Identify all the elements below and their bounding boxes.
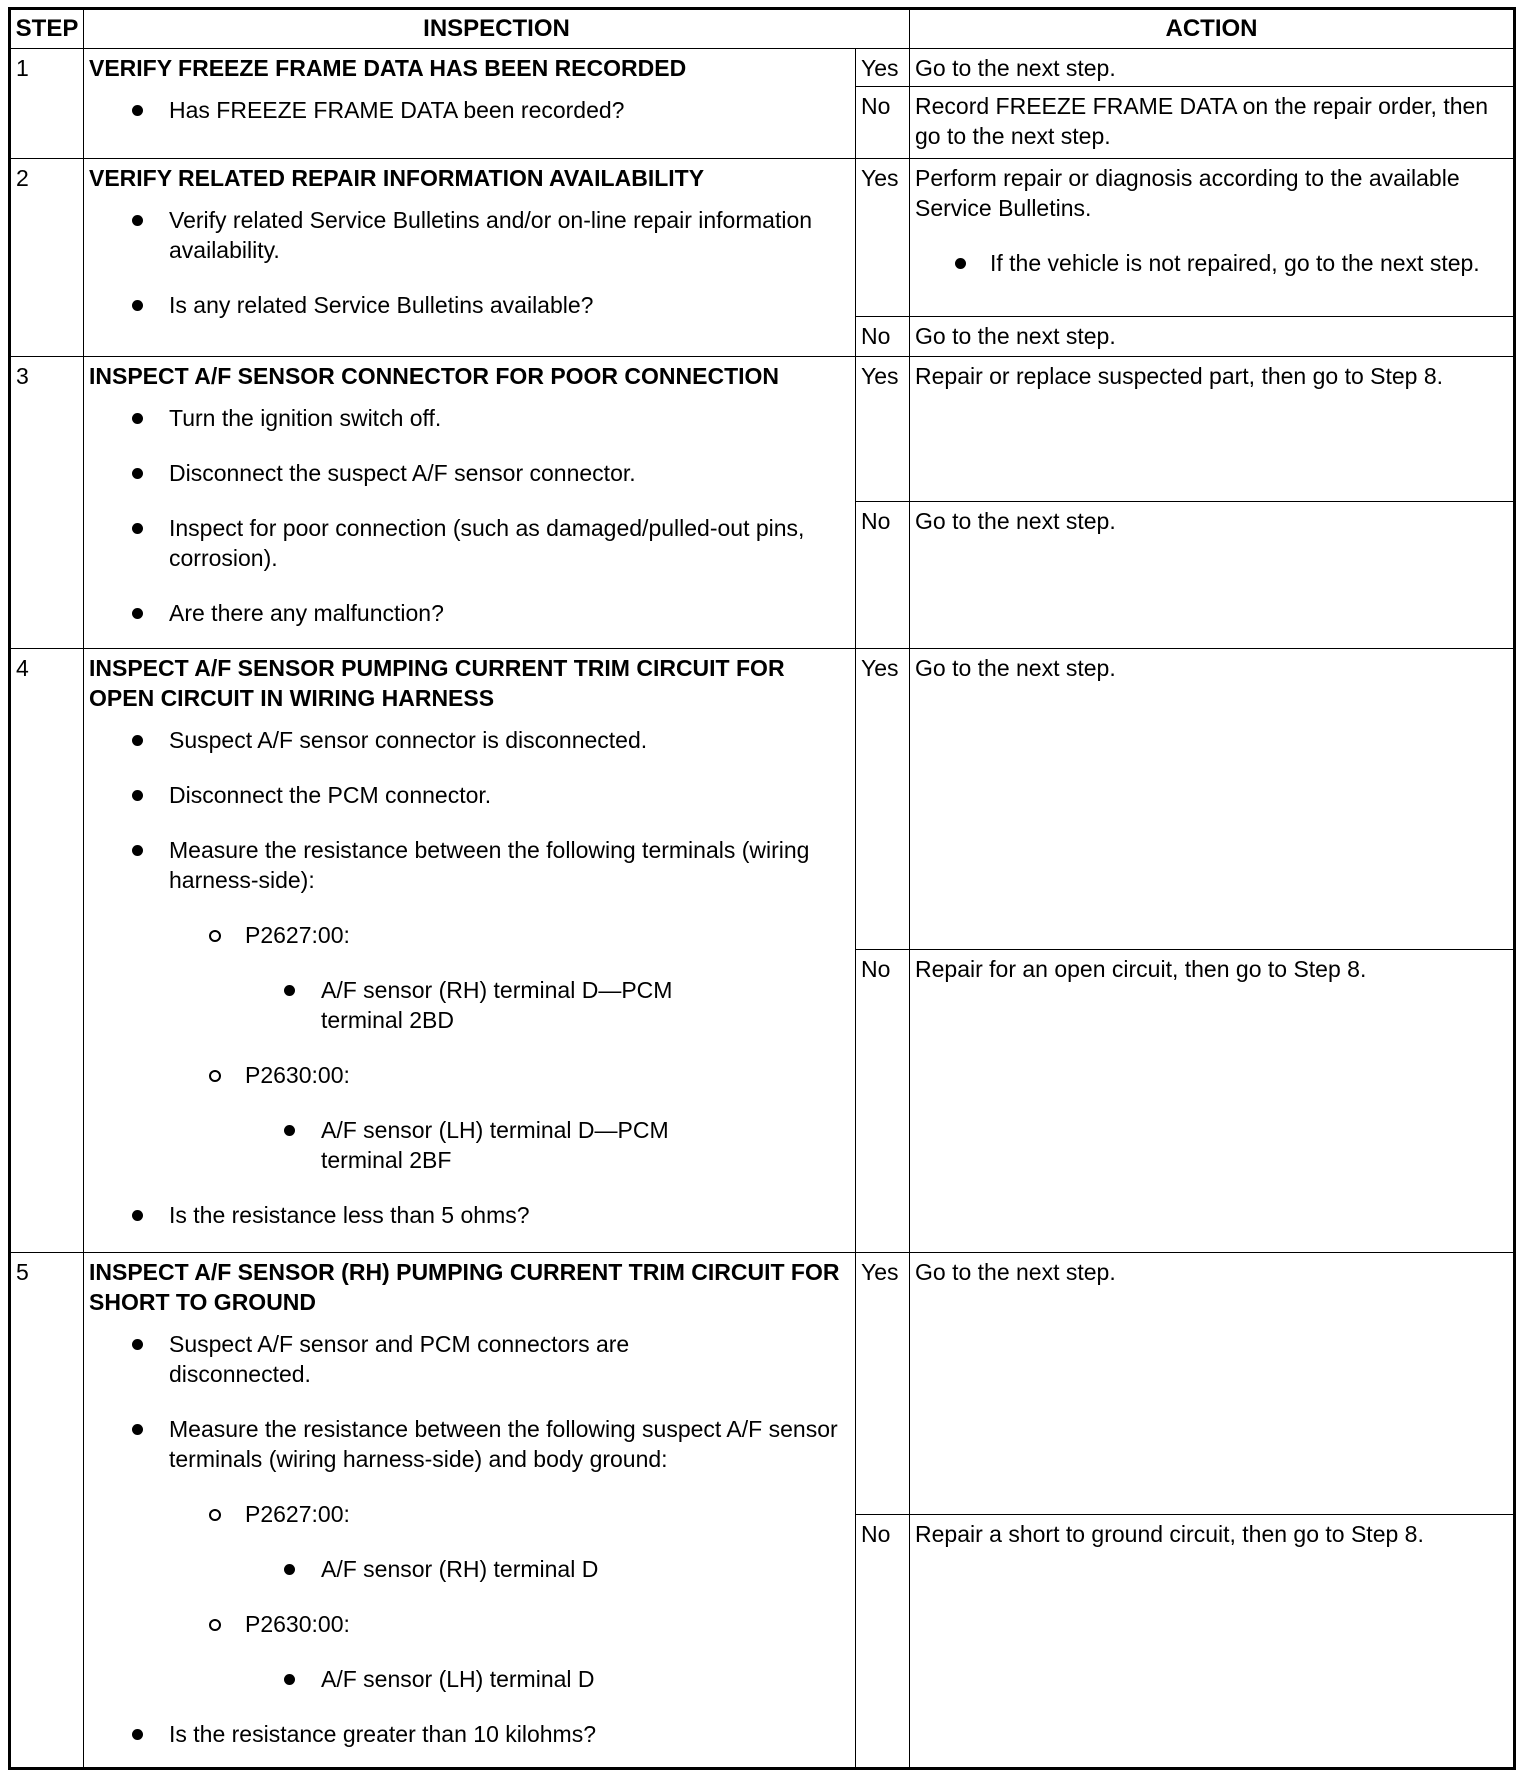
- diagnostic-procedure-table: [8, 7, 1516, 1770]
- bullet-item: Suspect A/F sensor and PCM connectors are disconnected.: [89, 1329, 849, 1389]
- yes-label: Yes: [856, 49, 910, 87]
- yes-action: Perform repair or diagnosis according to the available Service Bulletins.: [915, 165, 1460, 221]
- step-number: 4: [10, 649, 84, 1253]
- inspection-cell: [84, 159, 856, 357]
- step-number: 5: [10, 1253, 84, 1769]
- inspection-header: INSPECTION: [84, 9, 910, 49]
- no-action: Go to the next step.: [910, 502, 1515, 649]
- inspection-cell: [84, 649, 856, 1253]
- step-header: STEP: [10, 9, 84, 49]
- action-bullet: If the vehicle is not repaired, go to the next step.: [915, 248, 1507, 278]
- table-row: [10, 1253, 1515, 1515]
- terminal-text: A/F sensor (LH) terminal D—PCM terminal 2BF: [321, 1117, 669, 1173]
- inspection-cell: [84, 49, 856, 159]
- no-action: Repair for an open circuit, then go to Step 8.: [910, 950, 1515, 1253]
- step-title: VERIFY RELATED REPAIR INFORMATION AVAILABILITY: [89, 165, 705, 191]
- sub-sub-bullet: [89, 1115, 849, 1175]
- sub-bullet: P2627:00:: [89, 920, 849, 950]
- step-number: 2: [10, 159, 84, 357]
- inspection-cell: [84, 1253, 856, 1769]
- sub-bullet: P2630:00:: [89, 1060, 849, 1090]
- step-number: 3: [10, 357, 84, 649]
- bullet-item: Is the resistance less than 5 ohms?: [89, 1200, 849, 1230]
- bullet-item: Disconnect the suspect A/F sensor connector.: [89, 458, 849, 488]
- yes-label: Yes: [856, 159, 910, 317]
- bullet-item: Has FREEZE FRAME DATA been recorded?: [89, 95, 849, 125]
- action-header: ACTION: [910, 9, 1515, 49]
- inspection-cell: [84, 357, 856, 649]
- sub-sub-bullet: A/F sensor (RH) terminal D: [89, 1554, 849, 1584]
- no-action: Go to the next step.: [910, 317, 1515, 357]
- no-label: No: [856, 502, 910, 649]
- bullet-item: Is the resistance greater than 10 kilohms?: [89, 1719, 849, 1749]
- yes-label: Yes: [856, 1253, 910, 1515]
- sub-sub-bullet: [89, 975, 849, 1035]
- step-title: INSPECT A/F SENSOR CONNECTOR FOR POOR CONNECTION: [89, 363, 780, 389]
- table-row: [10, 649, 1515, 950]
- bullet-item: Verify related Service Bulletins and/or on-line repair information availability.: [89, 205, 849, 265]
- yes-label: Yes: [856, 357, 910, 502]
- no-label: No: [856, 950, 910, 1253]
- sub-sub-bullet: A/F sensor (LH) terminal D: [89, 1664, 849, 1694]
- step-title: INSPECT A/F SENSOR (RH) PUMPING CURRENT TRIM CIRCUIT FOR SHORT TO GROUND: [89, 1259, 840, 1315]
- bullet-item: Suspect A/F sensor connector is disconnected.: [89, 725, 849, 755]
- terminal-text: A/F sensor (RH) terminal D—PCM terminal 2BD: [321, 977, 673, 1033]
- table-row: [10, 159, 1515, 317]
- bullet-item: Measure the resistance between the following suspect A/F sensor terminals (wiring harness-side) and body ground:: [89, 1414, 849, 1474]
- bullet-item: Is any related Service Bulletins available?: [89, 290, 849, 320]
- step-number: 1: [10, 49, 84, 159]
- yes-action: Go to the next step.: [910, 49, 1515, 87]
- yes-action: Go to the next step.: [910, 649, 1515, 950]
- no-label: No: [856, 317, 910, 357]
- no-label: No: [856, 1515, 910, 1769]
- yes-label: Yes: [856, 649, 910, 950]
- no-action: Repair a short to ground circuit, then go to Step 8.: [910, 1515, 1515, 1769]
- table-row: [10, 49, 1515, 87]
- yes-action: Go to the next step.: [910, 1253, 1515, 1515]
- sub-bullet: P2630:00:: [89, 1609, 849, 1639]
- step-title: INSPECT A/F SENSOR PUMPING CURRENT TRIM CIRCUIT FOR OPEN CIRCUIT IN WIRING HARNESS: [89, 655, 785, 711]
- no-label: No: [856, 87, 910, 159]
- bullet-item: Are there any malfunction?: [89, 598, 849, 628]
- bullet-item: Turn the ignition switch off.: [89, 403, 849, 433]
- yes-action: Repair or replace suspected part, then go to Step 8.: [910, 357, 1515, 502]
- yes-action-cell: [910, 159, 1515, 317]
- header-row: [10, 9, 1515, 49]
- bullet-item: Measure the resistance between the following terminals (wiring harness-side):: [89, 835, 849, 895]
- bullet-item: Disconnect the PCM connector.: [89, 780, 849, 810]
- sub-bullet: P2627:00:: [89, 1499, 849, 1529]
- table-row: [10, 357, 1515, 502]
- bullet-item: Inspect for poor connection (such as damaged/pulled-out pins, corrosion).: [89, 513, 849, 573]
- diagnostic-table-container: [8, 7, 1513, 1767]
- step-title: VERIFY FREEZE FRAME DATA HAS BEEN RECORDED: [89, 55, 687, 81]
- no-action: Record FREEZE FRAME DATA on the repair order, then go to the next step.: [910, 87, 1515, 159]
